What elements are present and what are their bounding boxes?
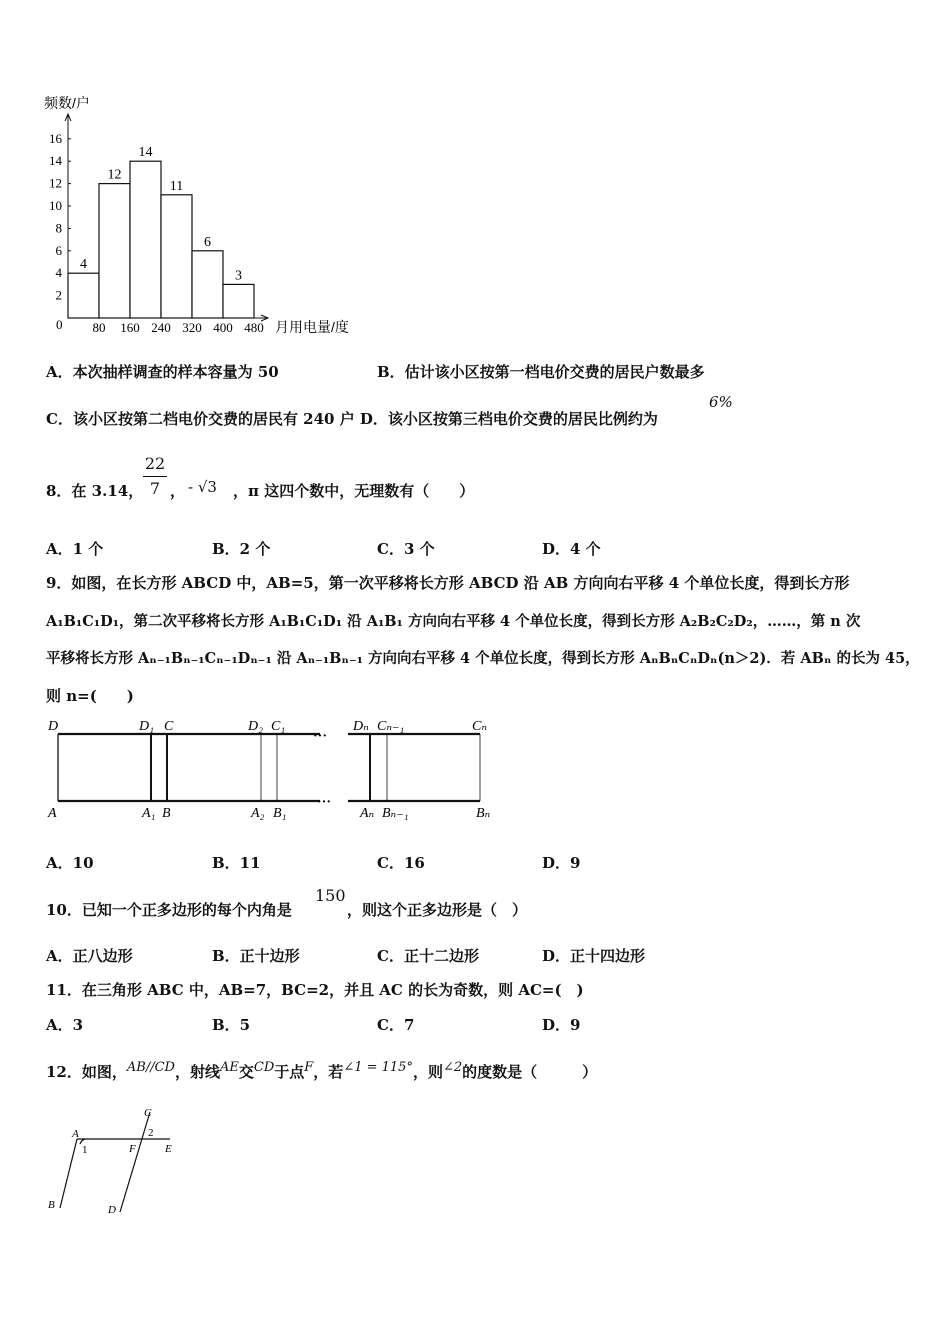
q11-text: 11．在三角形 ABC 中，AB=7，BC=2，并且 AC 的长为奇数，则 AC=( ) xyxy=(46,981,584,999)
q8-fraction xyxy=(143,454,167,498)
fig9-label-b1: B₁ xyxy=(273,806,287,821)
bar-value-label: 12 xyxy=(107,167,122,183)
q12-math-ae: AE xyxy=(219,1060,239,1075)
fig9-label-a1: A₁ xyxy=(142,806,156,821)
q11-option-c[interactable]: C．7 xyxy=(377,1016,415,1034)
y-tick-label: 6 xyxy=(55,242,62,258)
fig9-label-c1: C₁ xyxy=(271,719,286,734)
origin-label: 0 xyxy=(56,317,63,332)
q12-math-angle2: ∠2 xyxy=(442,1060,463,1075)
x-tick-label: 320 xyxy=(182,320,202,335)
q9-option-d[interactable]: D．9 xyxy=(542,854,581,872)
fig12-label-d: D xyxy=(108,1204,116,1216)
fig12-label-b: B xyxy=(48,1199,55,1211)
histogram-bar xyxy=(99,184,130,318)
fig12-label-c: C xyxy=(144,1107,152,1119)
q12-part2: ，射线 xyxy=(174,1063,220,1081)
q12-part1: 12．如图， xyxy=(46,1063,127,1081)
q10-suffix: ，则这个正多边形是（ ） xyxy=(347,901,528,919)
bar-value-label: 11 xyxy=(169,178,184,194)
fig12-label-2: 2 xyxy=(148,1127,154,1139)
q8-prefix: 8．在 3.14， xyxy=(46,482,144,500)
q10-value: 150 xyxy=(315,886,346,905)
q9-line3: 平移将长方形 Aₙ₋₁Bₙ₋₁Cₙ₋₁Dₙ₋₁ 沿 Aₙ₋₁Bₙ₋₁ 方向向右平移 4 个单位长度，得到长方形 AₙBₙCₙDₙ(n＞2)．若 ABₙ 的长为 45， xyxy=(46,650,920,667)
bar-value-label: 14 xyxy=(138,145,153,161)
y-axis-label: 频数/户 xyxy=(44,95,90,111)
histogram-bar xyxy=(161,195,192,318)
fig9-label-a2: A₂ xyxy=(251,806,265,821)
q9-rectangles-figure xyxy=(40,712,510,827)
q9-line2: A₁B₁C₁D₁，第二次平移将长方形 A₁B₁C₁D₁ 沿 A₁B₁ 方向向右平移 4 个单位长度，得到长方形 A₂B₂C₂D₂，……，第 n 次 xyxy=(46,613,861,630)
fig9-dots-bottom: ··· xyxy=(317,795,332,810)
q8-neg-sqrt: - √3 xyxy=(188,478,217,496)
y-tick-label: 8 xyxy=(55,220,62,236)
fig9-label-cn: Cₙ xyxy=(472,719,488,734)
bar-value-label: 4 xyxy=(80,257,87,273)
q8-rest: ，π 这四个数中，无理数有（ ） xyxy=(233,482,475,500)
q9-option-b[interactable]: B．11 xyxy=(212,854,261,872)
y-tick-label: 4 xyxy=(55,265,62,281)
q8-option-d[interactable]: D．4 个 xyxy=(542,540,601,558)
histogram-bar xyxy=(223,284,254,318)
fig9-label-cn1: Cₙ₋₁ xyxy=(377,719,405,734)
q12-parallel-lines-figure xyxy=(40,1100,190,1220)
x-tick-label: 80 xyxy=(92,320,106,335)
q8-frac-num: 22 xyxy=(144,454,166,473)
q8-option-a[interactable]: A．1 个 xyxy=(46,540,104,558)
q12-text xyxy=(46,1060,597,1082)
x-tick-label: 400 xyxy=(213,320,233,335)
q7-option-b[interactable]: B．估计该小区按第一档电价交费的居民户数最多 xyxy=(377,363,705,381)
q8-option-c[interactable]: C．3 个 xyxy=(377,540,435,558)
q11-option-d[interactable]: D．9 xyxy=(542,1016,581,1034)
q9-option-a[interactable]: A．10 xyxy=(46,854,94,872)
q12-math-ab-cd: AB//CD xyxy=(126,1060,175,1075)
q10-option-b[interactable]: B．正十边形 xyxy=(212,947,300,965)
q7-option-a[interactable]: A．本次抽样调查的样本容量为 50 xyxy=(46,363,279,381)
q8-frac-den: 7 xyxy=(143,476,167,498)
q12-part7: 的度数是（ ） xyxy=(462,1063,598,1081)
q7-option-c-d[interactable]: C．该小区按第二档电价交费的居民有 240 户 D．该小区按第三档电价交费的居民比例约为 xyxy=(46,410,658,428)
histogram-chart xyxy=(30,92,390,342)
bar-value-label: 6 xyxy=(204,234,211,250)
q9-line1: 9．如图，在长方形 ABCD 中，AB=5，第一次平移将长方形 ABCD 沿 AB 方向向右平移 4 个单位长度，得到长方形 xyxy=(46,574,850,592)
fig9-label-d1: D₁ xyxy=(139,719,154,734)
fig12-label-e: E xyxy=(165,1143,172,1155)
histogram-bar xyxy=(130,161,161,318)
q12-math-angle1: ∠1 = 115° xyxy=(343,1060,413,1075)
histogram-bar xyxy=(192,251,223,318)
q8-comma: ， xyxy=(170,482,186,500)
q10-prefix: 10．已知一个正多边形的每个内角是 xyxy=(46,901,292,919)
x-tick-label: 160 xyxy=(120,320,140,335)
y-tick-label: 16 xyxy=(49,130,62,146)
fig9-dots-top: ··· xyxy=(313,729,328,744)
q10-option-a[interactable]: A．正八边形 xyxy=(46,947,133,965)
fig9-label-an: Aₙ xyxy=(360,806,375,821)
q12-math-cd: CD xyxy=(253,1060,275,1075)
fig12-label-1: 1 xyxy=(82,1144,88,1156)
x-axis-label: 月用电量/度 xyxy=(275,319,349,335)
q11-option-b[interactable]: B．5 xyxy=(212,1016,251,1034)
q12-part4: 于点 xyxy=(274,1063,305,1081)
bar-value-label: 3 xyxy=(235,268,242,284)
y-tick-label: 14 xyxy=(49,153,62,169)
q9-option-c[interactable]: C．16 xyxy=(377,854,425,872)
q11-option-a[interactable]: A．3 xyxy=(46,1016,84,1034)
x-tick-label: 480 xyxy=(244,320,264,335)
fig12-label-a: A xyxy=(72,1128,79,1140)
q8-option-b[interactable]: B．2 个 xyxy=(212,540,271,558)
q12-part5: ，若 xyxy=(313,1063,344,1081)
fig9-label-d2: D₂ xyxy=(248,719,263,734)
q12-part6: ，则 xyxy=(412,1063,443,1081)
q10-option-c[interactable]: C．正十二边形 xyxy=(377,947,479,965)
fig9-label-bn1: Bₙ₋₁ xyxy=(382,806,409,821)
q12-math-f: F xyxy=(304,1060,314,1075)
q10-option-d[interactable]: D．正十四边形 xyxy=(542,947,646,965)
fig9-label-c: C xyxy=(164,719,174,734)
histogram-bar xyxy=(68,273,99,318)
fig9-label-d: D xyxy=(48,719,59,734)
fig9-label-b: B xyxy=(162,806,171,821)
y-tick-label: 12 xyxy=(49,175,62,191)
q7-d-value: 6% xyxy=(709,393,733,411)
fig9-label-a: A xyxy=(48,806,57,821)
q12-part3: 交 xyxy=(238,1063,254,1081)
fig9-label-dn: Dₙ xyxy=(353,719,369,734)
q9-line4: 则 n=( ) xyxy=(46,687,134,705)
fig9-label-bn: Bₙ xyxy=(476,806,491,821)
y-tick-label: 10 xyxy=(49,198,62,213)
y-tick-label: 2 xyxy=(55,287,62,303)
fig12-label-f: F xyxy=(129,1143,136,1155)
x-tick-label: 240 xyxy=(151,320,171,335)
